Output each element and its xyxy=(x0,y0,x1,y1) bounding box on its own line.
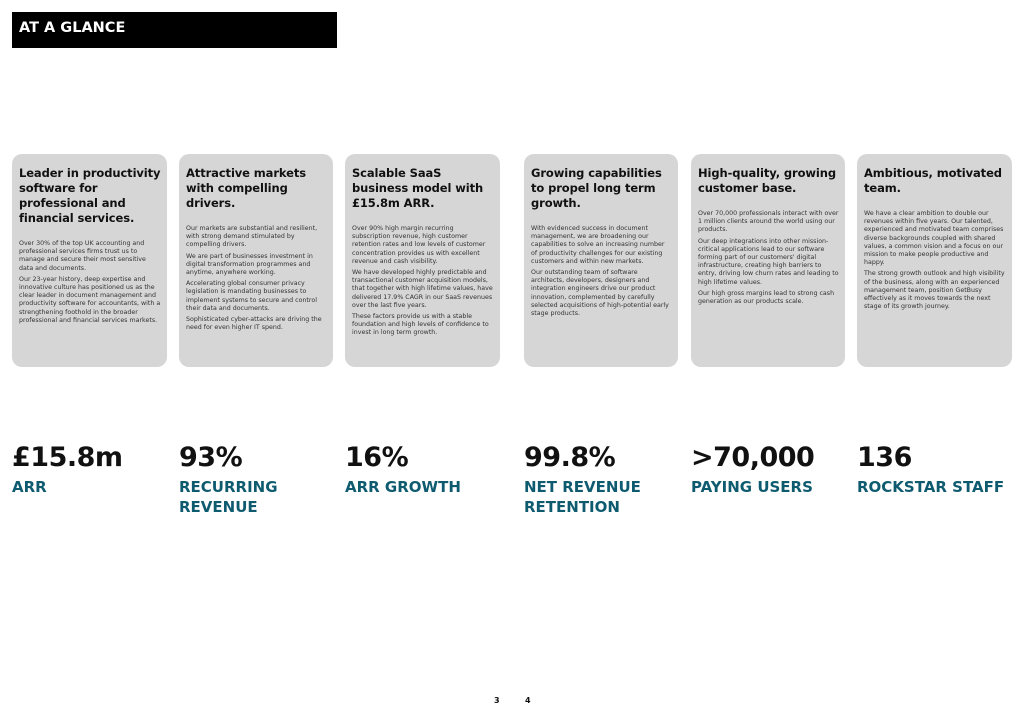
card-paragraph: We have a clear ambition to double our revenues within five years. Our talented, experienced and motivated team comprises diverse backgrounds coupled with shared values, a common vision and a focus on our mission to make people productive and happy. xyxy=(864,210,1004,267)
section-header xyxy=(12,12,337,48)
card-saas xyxy=(345,154,500,367)
stat-label: ARR xyxy=(12,478,47,496)
card-paragraph: We are part of businesses investment in digital transformation programmes and anytime, anywhere working. xyxy=(186,252,313,277)
card-title: Growing capabilities to propel long term growth. xyxy=(531,166,662,210)
stat-value: 99.8% xyxy=(524,442,616,473)
stat-value: 93% xyxy=(179,442,243,473)
page-number-left: 3 xyxy=(494,696,500,705)
card-paragraph: Over 70,000 professionals interact with over 1 million clients around the world using our products. xyxy=(698,210,839,234)
card-body xyxy=(186,225,327,332)
card-paragraph: With evidenced success in document management, we are broadening our capabilities to solve an increasing number of productivity challenges for our existing customers and within new markets. xyxy=(531,225,665,265)
card-title: High-quality, growing customer base. xyxy=(698,166,836,195)
stat-label: NET REVENUE RETENTION xyxy=(524,478,641,516)
card-paragraph: Our markets are substantial and resilient, with strong demand stimulated by compelling drivers. xyxy=(186,225,318,249)
card-capabilities xyxy=(524,154,678,367)
card-paragraph: Our outstanding team of software architects, developers, designers and integration engineers drive our product innovation, complemented by carefully selected acquisitions of high-potential early stage products. xyxy=(531,269,669,318)
stat-label: RECURRING REVENUE xyxy=(179,478,278,516)
card-body xyxy=(864,210,1006,311)
stat-label: ARR GROWTH xyxy=(345,478,461,496)
stat-label: ROCKSTAR STAFF xyxy=(857,478,1005,496)
card-body xyxy=(698,210,839,306)
card-title: Leader in productivity software for professional and financial services. xyxy=(19,166,161,225)
card-paragraph: Our 23-year history, deep expertise and innovative culture has positioned us as the clear leader in document management and productivity software for accountants, with a strengthening foothold in the broader professional and financial services markets. xyxy=(19,275,161,324)
card-body xyxy=(19,240,161,325)
stat-arr xyxy=(12,441,167,497)
card-body xyxy=(531,225,672,318)
card-body xyxy=(352,225,494,338)
stat-value: 16% xyxy=(345,442,409,473)
card-paragraph: Over 90% high margin recurring subscription revenue, high customer retention rates and low levels of customer concentration provides us with excellent revenue and cash visibility. xyxy=(352,225,486,265)
card-leader xyxy=(12,154,167,367)
card-markets xyxy=(179,154,333,367)
card-title: Ambitious, motivated team. xyxy=(864,166,1002,195)
card-paragraph: Our high gross margins lead to strong cash generation as our products scale. xyxy=(698,289,835,306)
card-paragraph: Accelerating global consumer privacy legislation is mandating businesses to implement systems to secure and control their data and documents. xyxy=(186,280,317,312)
card-title: Scalable SaaS business model with £15.8m ARR. xyxy=(352,166,484,210)
stat-value: £15.8m xyxy=(12,442,123,473)
card-paragraph: We have developed highly predictable and transactional customer acquisition models, that together with high lifetime values, have delivered 17.9% CAGR in our SaaS revenues over the last five years. xyxy=(352,269,493,309)
section-title: AT A GLANCE xyxy=(19,20,126,36)
card-team xyxy=(857,154,1012,367)
card-paragraph: The strong growth outlook and high visibility of the business, along with an experienced management team, position GetBusy effectively as it moves towards the next stage of its growth journey. xyxy=(864,270,1005,311)
stat-net-revenue-retention xyxy=(524,441,684,517)
card-paragraph: Sophisticated cyber-attacks are driving the need for even higher IT spend. xyxy=(186,316,322,332)
stat-recurring-revenue xyxy=(179,441,319,517)
page-number-right: 4 xyxy=(525,696,531,705)
card-paragraph: These factors provide us with a stable foundation and high levels of confidence to invest in long term growth. xyxy=(352,313,489,337)
stat-label: PAYING USERS xyxy=(691,478,813,496)
stat-value: 136 xyxy=(857,442,912,473)
card-customers xyxy=(691,154,845,367)
card-title: Attractive markets with compelling drivers. xyxy=(186,166,306,210)
stat-paying-users xyxy=(691,441,851,497)
stat-value: >70,000 xyxy=(691,442,815,473)
stat-arr-growth xyxy=(345,441,505,497)
card-paragraph: Over 30% of the top UK accounting and professional services firms trust us to manage and secure their most sensitive data and documents. xyxy=(19,240,146,272)
stat-rockstar-staff xyxy=(857,441,1007,497)
card-paragraph: Our deep integrations into other mission-critical applications lead to our software forming part of our customers' digital infrastructure, creating high barriers to entry, driving low churn rates and leading to high lifetime values. xyxy=(698,237,839,286)
